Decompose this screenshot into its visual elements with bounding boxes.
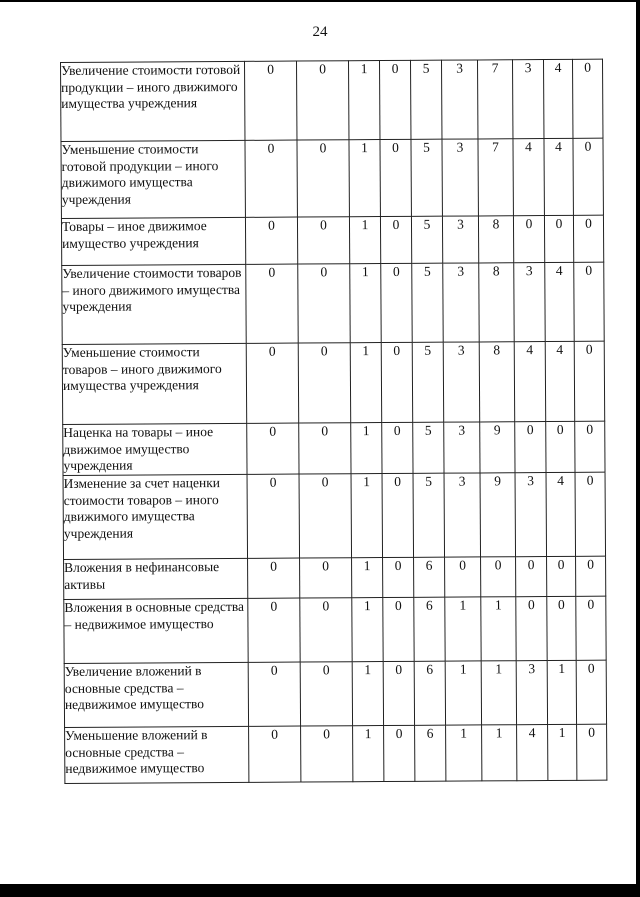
code-digit-cell: 5: [413, 473, 445, 557]
code-digit-cell: 7: [477, 60, 512, 139]
table-row: [62, 341, 604, 424]
code-digit-cell: 8: [478, 216, 513, 263]
code-digit-cell: 9: [480, 473, 516, 557]
code-digit-cell: 0: [249, 726, 301, 782]
code-digit-cell: 0: [298, 264, 350, 343]
code-digit-cell: 6: [414, 661, 445, 725]
code-digit-cell: 3: [444, 422, 480, 473]
account-name-cell: Вложения в нефинансовые активы: [64, 558, 248, 599]
code-digit-cell: 0: [573, 215, 603, 262]
code-digit-cell: 0: [576, 660, 606, 724]
account-name-cell: Уменьшение вложений в основные средства – недвижимое имущество: [65, 726, 249, 783]
code-digit-cell: 3: [444, 473, 481, 557]
table-row: [64, 660, 606, 727]
code-digit-cell: 3: [441, 60, 477, 139]
code-digit-cell: 1: [446, 725, 482, 781]
code-digit-cell: 0: [381, 342, 412, 422]
code-digit-cell: 6: [415, 725, 446, 781]
account-name-cell: Товары – иное движимое имущество учреждения: [61, 217, 245, 265]
code-digit-cell: 0: [380, 139, 411, 216]
code-digit-cell: 0: [246, 343, 298, 423]
code-digit-cell: 0: [248, 662, 300, 726]
code-digit-cell: 9: [480, 422, 515, 473]
code-digit-cell: 1: [352, 662, 383, 726]
account-name-cell: Уменьшение стоимости товаров – иного движимого имущества учреждения: [62, 343, 246, 424]
code-digit-cell: 0: [300, 558, 352, 598]
code-digit-cell: 7: [478, 139, 513, 216]
code-digit-cell: 1: [348, 61, 379, 140]
code-digit-cell: 1: [349, 140, 380, 217]
code-digit-cell: 3: [442, 216, 478, 263]
code-digit-cell: 0: [244, 61, 296, 140]
code-digit-cell: 0: [513, 216, 544, 263]
code-digit-cell: 0: [382, 473, 414, 557]
code-digit-cell: 1: [482, 725, 517, 781]
account-name-cell: Вложения в основные средства – недвижимое имущество: [64, 598, 248, 663]
code-digit-cell: 0: [577, 724, 607, 780]
code-digit-cell: 0: [547, 556, 576, 596]
code-digit-cell: 3: [443, 263, 479, 342]
code-digit-cell: 8: [479, 342, 514, 422]
code-digit-cell: 4: [545, 262, 574, 341]
code-digit-cell: 1: [481, 661, 516, 725]
table-row: [61, 138, 603, 218]
code-digit-cell: 0: [247, 474, 300, 558]
code-digit-cell: 4: [517, 725, 548, 781]
code-digit-cell: 0: [298, 343, 350, 423]
code-digit-cell: 4: [514, 342, 545, 422]
code-digit-cell: 0: [299, 474, 352, 558]
table-row: [64, 556, 606, 599]
table-row: [63, 472, 606, 559]
account-name-cell: Наценка на товары – иное движимое имущество учреждения: [63, 423, 247, 475]
account-name-cell: Увеличение стоимости готовой продукции – иного движимого имущества учреждения: [61, 61, 245, 141]
code-digit-cell: 0: [481, 557, 516, 597]
code-digit-cell: 0: [300, 662, 352, 726]
scan-border-bottom: [0, 884, 640, 897]
code-digit-cell: 0: [547, 596, 576, 660]
account-name-cell: Уменьшение стоимости готовой продукции – иного движимого имущества учреждения: [61, 140, 245, 218]
code-digit-cell: 0: [576, 596, 606, 660]
table-row: [61, 59, 603, 141]
code-digit-cell: 4: [546, 472, 576, 556]
code-digit-cell: 1: [445, 597, 481, 661]
code-digit-cell: 0: [245, 217, 297, 264]
code-digit-cell: 0: [383, 661, 414, 725]
code-digit-cell: 0: [248, 558, 300, 598]
code-digit-cell: 0: [296, 61, 348, 140]
code-digit-cell: 0: [572, 59, 602, 138]
code-digit-cell: 4: [545, 341, 574, 421]
code-digit-cell: 1: [352, 558, 383, 598]
scan-border-top: [0, 0, 640, 2]
code-digit-cell: 1: [481, 597, 516, 661]
code-digit-cell: 4: [513, 139, 544, 216]
code-digit-cell: 1: [349, 217, 380, 264]
code-digit-cell: 0: [575, 472, 606, 556]
code-digit-cell: 3: [514, 263, 545, 342]
code-digit-cell: 3: [516, 661, 547, 725]
account-name-cell: Увеличение вложений в основные средства – недвижимое имущество: [64, 662, 248, 727]
code-digit-cell: 0: [384, 725, 415, 781]
code-digit-cell: 0: [245, 140, 297, 217]
scan-border-right: [636, 0, 640, 897]
code-digit-cell: 0: [381, 263, 412, 342]
code-digit-cell: 4: [543, 59, 572, 138]
code-digit-cell: 0: [300, 598, 352, 662]
code-digit-cell: 5: [412, 263, 443, 342]
code-digit-cell: 0: [574, 341, 604, 421]
account-name-cell: Изменение за счет наценки стоимости товаров – иного движимого имущества учреждения: [63, 474, 248, 559]
code-digit-cell: 1: [548, 724, 577, 780]
code-digit-cell: 0: [247, 423, 299, 474]
code-digit-cell: 0: [515, 422, 546, 473]
table-row: [63, 421, 605, 475]
code-digit-cell: 0: [246, 264, 298, 343]
code-digit-cell: 0: [574, 262, 604, 341]
code-digit-cell: 3: [515, 473, 547, 557]
code-digit-cell: 1: [350, 264, 381, 343]
code-digit-cell: 5: [412, 342, 443, 422]
code-digit-cell: 0: [297, 217, 349, 264]
code-digit-cell: 0: [383, 557, 414, 597]
code-digit-cell: 0: [297, 140, 349, 217]
code-digit-cell: 0: [380, 216, 411, 263]
code-digit-cell: 3: [442, 139, 478, 216]
code-digit-cell: 5: [411, 216, 442, 263]
code-digit-cell: 0: [575, 421, 605, 472]
code-digit-cell: 3: [443, 342, 479, 422]
account-codes-table: [60, 59, 607, 784]
code-digit-cell: 0: [299, 423, 351, 474]
table-row: [62, 262, 604, 344]
table-row: [64, 596, 606, 663]
code-digit-cell: 1: [352, 598, 383, 662]
code-digit-cell: 5: [410, 60, 441, 139]
table-row: [65, 724, 607, 783]
code-digit-cell: 0: [382, 422, 413, 473]
code-digit-cell: 4: [544, 138, 573, 215]
code-digit-cell: 0: [301, 726, 353, 782]
code-digit-cell: 0: [383, 597, 414, 661]
code-digit-cell: 5: [413, 422, 444, 473]
code-digit-cell: 0: [573, 138, 603, 215]
code-digit-cell: 1: [547, 660, 576, 724]
code-digit-cell: 0: [516, 597, 547, 661]
code-digit-cell: 1: [351, 474, 383, 558]
code-digit-cell: 0: [379, 60, 410, 139]
code-digit-cell: 6: [414, 597, 445, 661]
code-digit-cell: 0: [445, 557, 481, 597]
code-digit-cell: 0: [544, 215, 573, 262]
table-row: [61, 215, 603, 265]
page-number: 24: [312, 24, 328, 40]
code-digit-cell: 5: [411, 139, 442, 216]
code-digit-cell: 0: [546, 421, 575, 472]
code-digit-cell: 0: [516, 557, 547, 597]
code-digit-cell: 3: [512, 60, 543, 139]
code-digit-cell: 6: [414, 557, 445, 597]
code-digit-cell: 1: [445, 661, 481, 725]
code-digit-cell: 8: [479, 263, 514, 342]
account-name-cell: Увеличение стоимости товаров – иного движимого имущества учреждения: [62, 264, 246, 344]
code-digit-cell: 1: [350, 343, 381, 423]
code-digit-cell: 0: [576, 556, 606, 596]
code-digit-cell: 1: [353, 726, 384, 782]
code-digit-cell: 1: [351, 423, 382, 474]
code-digit-cell: 0: [248, 598, 300, 662]
